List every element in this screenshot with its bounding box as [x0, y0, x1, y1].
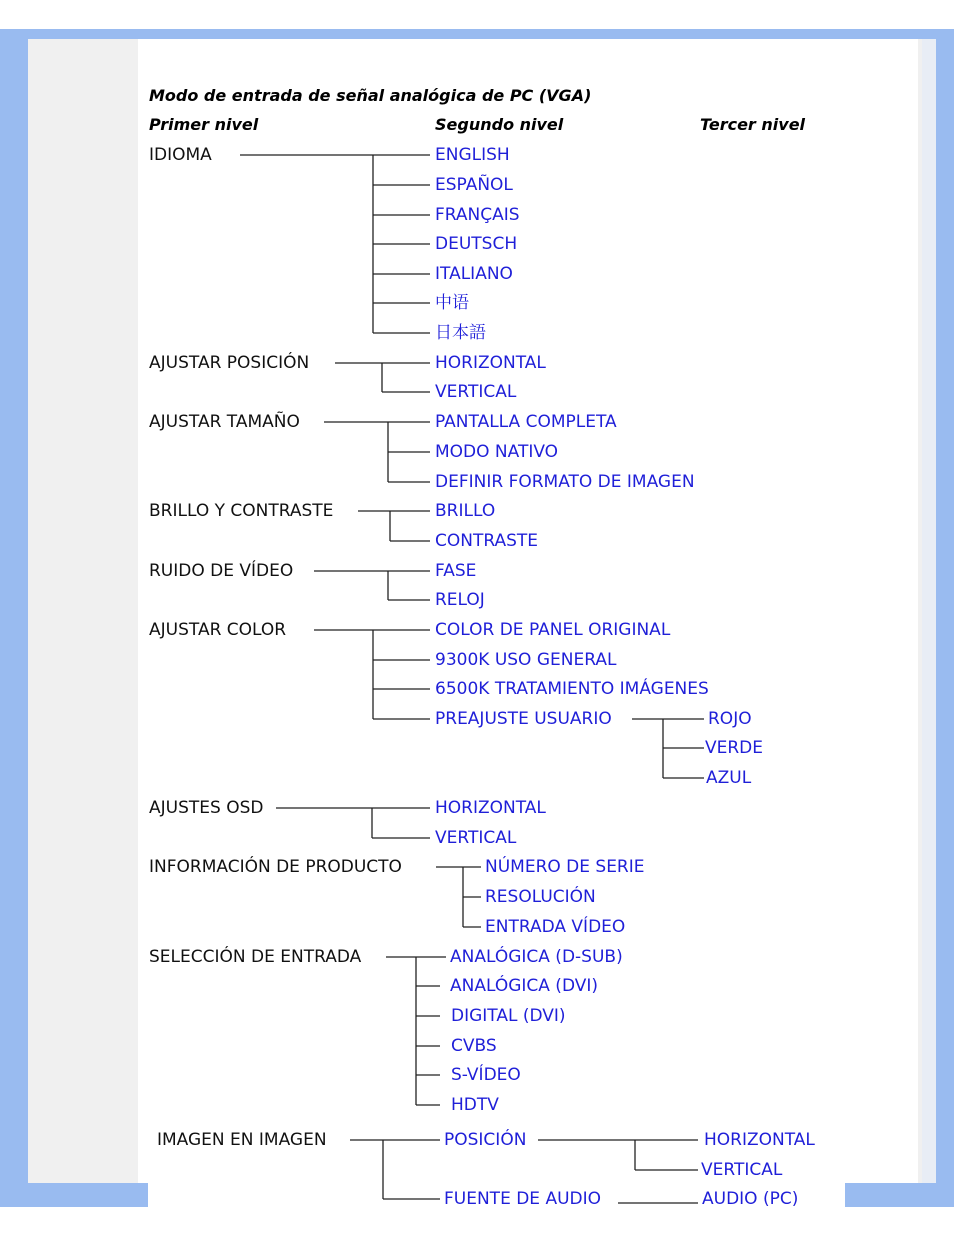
frame-left-bar — [0, 39, 28, 1207]
menu-ajustes-osd: AJUSTES OSD — [149, 798, 264, 818]
item-cvbs[interactable]: CVBS — [451, 1036, 497, 1056]
item-brillo[interactable]: BRILLO — [435, 501, 496, 521]
frame-top-bar — [0, 29, 954, 39]
item-preajuste-usuario[interactable]: PREAJUSTE USUARIO — [435, 709, 612, 729]
item-francais[interactable]: FRANÇAIS — [435, 205, 520, 225]
item-posicion[interactable]: POSICIÓN — [444, 1130, 527, 1150]
left-margin — [28, 39, 138, 1183]
frame-footer-left — [28, 1183, 148, 1207]
item-9300k[interactable]: 9300K USO GENERAL — [435, 650, 617, 670]
item-digital-dvi[interactable]: DIGITAL (DVI) — [451, 1006, 566, 1026]
menu-ajustar-tamano: AJUSTAR TAMAÑO — [149, 412, 300, 432]
item-osd-horizontal[interactable]: HORIZONTAL — [435, 798, 546, 818]
menu-ajustar-posicion: AJUSTAR POSICIÓN — [149, 353, 310, 373]
frame-inner-right — [922, 39, 936, 1183]
item-6500k[interactable]: 6500K TRATAMIENTO IMÁGENES — [435, 679, 709, 699]
item-fase[interactable]: FASE — [435, 561, 477, 581]
item-resolucion[interactable]: RESOLUCIÓN — [485, 887, 596, 907]
item-pantalla-completa[interactable]: PANTALLA COMPLETA — [435, 412, 617, 432]
item-audio-pc[interactable]: AUDIO (PC) — [702, 1189, 799, 1207]
item-deutsch[interactable]: DEUTSCH — [435, 234, 518, 254]
item-japanese[interactable]: 日本語 — [435, 323, 486, 343]
menu-ajustar-color: AJUSTAR COLOR — [149, 620, 287, 640]
item-osd-vertical[interactable]: VERTICAL — [435, 828, 517, 848]
page-title: Modo de entrada de señal analógica de PC (VGA) — [149, 86, 592, 105]
right-margin — [918, 39, 922, 1183]
menu-brillo-contraste: BRILLO Y CONTRASTE — [149, 501, 334, 521]
menu-idioma: IDIOMA — [149, 145, 212, 165]
header-tercer-nivel: Tercer nivel — [700, 115, 806, 134]
item-espanol[interactable]: ESPAÑOL — [435, 175, 513, 195]
item-italiano[interactable]: ITALIANO — [435, 264, 513, 284]
header-primer-nivel: Primer nivel — [149, 115, 259, 134]
item-posicion-horizontal[interactable]: HORIZONTAL — [435, 353, 546, 373]
item-numero-serie[interactable]: NÚMERO DE SERIE — [485, 857, 645, 877]
menu-tree-page — [138, 39, 918, 1207]
menu-seleccion-entrada: SELECCIÓN DE ENTRADA — [149, 947, 362, 967]
item-definir-formato[interactable]: DEFINIR FORMATO DE IMAGEN — [435, 472, 695, 492]
item-entrada-video[interactable]: ENTRADA VÍDEO — [485, 917, 626, 937]
frame-right-bar — [936, 39, 954, 1207]
item-chinese[interactable]: 中语 — [435, 293, 469, 313]
item-reloj[interactable]: RELOJ — [435, 590, 485, 610]
frame-footer-right — [845, 1183, 936, 1207]
item-posicion-vertical[interactable]: VERTICAL — [435, 382, 517, 402]
item-fuente-audio[interactable]: FUENTE DE AUDIO — [444, 1189, 602, 1207]
item-hdtv[interactable]: HDTV — [451, 1095, 499, 1115]
item-analogica-dvi[interactable]: ANALÓGICA (DVI) — [450, 976, 599, 996]
item-rojo[interactable]: ROJO — [708, 709, 752, 729]
menu-informacion-producto: INFORMACIÓN DE PRODUCTO — [149, 857, 402, 877]
menu-imagen-en-imagen: IMAGEN EN IMAGEN — [157, 1130, 327, 1150]
item-pip-horizontal[interactable]: HORIZONTAL — [704, 1130, 815, 1150]
item-verde[interactable]: VERDE — [705, 738, 764, 758]
item-modo-nativo[interactable]: MODO NATIVO — [435, 442, 559, 462]
item-contraste[interactable]: CONTRASTE — [435, 531, 539, 551]
item-analogica-dsub[interactable]: ANALÓGICA (D-SUB) — [450, 947, 623, 967]
item-azul[interactable]: AZUL — [706, 768, 752, 788]
item-pip-vertical[interactable]: VERTICAL — [701, 1160, 783, 1180]
header-segundo-nivel: Segundo nivel — [435, 115, 564, 134]
item-color-panel-original[interactable]: COLOR DE PANEL ORIGINAL — [435, 620, 671, 640]
item-s-video[interactable]: S-VÍDEO — [451, 1065, 521, 1085]
menu-ruido-video: RUIDO DE VÍDEO — [149, 561, 294, 581]
item-english[interactable]: ENGLISH — [435, 145, 510, 165]
